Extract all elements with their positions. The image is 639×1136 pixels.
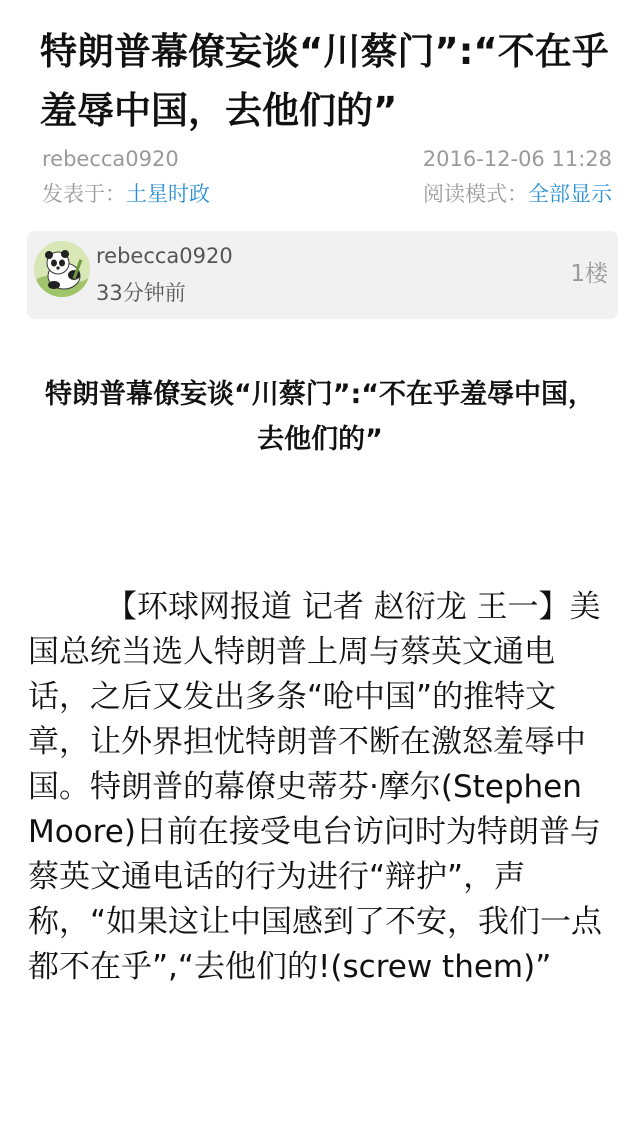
panda-avatar-icon[interactable] <box>34 241 90 297</box>
article-info-row <box>42 179 612 209</box>
reading-mode <box>423 179 612 209</box>
reading-mode-toggle[interactable]: 全部显示 <box>528 182 612 206</box>
article-title: 特朗普幕僚妄谈“川蔡门”:“不在乎羞辱中国，去他们的” <box>40 30 609 132</box>
post-header-card <box>27 231 618 319</box>
post-author[interactable]: rebecca0920 <box>96 244 233 268</box>
post-time: 33分钟前 <box>96 281 186 305</box>
article-meta-row <box>42 144 612 174</box>
post-floor-number: 1楼 <box>570 261 608 287</box>
posted-in <box>42 179 210 209</box>
panda-avatar-graphic <box>34 241 90 297</box>
forum-link[interactable]: 土星时政 <box>126 182 210 206</box>
article-datetime: 2016-12-06 11:28 <box>422 147 612 171</box>
posted-in-label: 发表于： <box>42 182 126 206</box>
article-author[interactable]: rebecca0920 <box>42 147 179 171</box>
post-body-text: 【环球网报道 记者 赵衍龙 王一】美国总统当选人特朗普上周与蔡英文通电话，之后又发出多条“呛中国”的推特文章，让外界担忧特朗普不断在激怒羞辱中国。特朗普的幕僚史蒂芬·摩尔(Stephen Moore)日前在接受电台访问时为特朗普与蔡英文通电话的行为进行“辩护”，声称，“如果这让中国感到了不安，我们一点都不在乎”,“去他们的!(screw them)” <box>28 589 603 985</box>
content-title: 特朗普幕僚妄谈“川蔡门”:“不在乎羞辱中国，去他们的” <box>44 379 596 455</box>
reading-mode-label: 阅读模式： <box>423 182 528 206</box>
post-body <box>28 585 613 990</box>
